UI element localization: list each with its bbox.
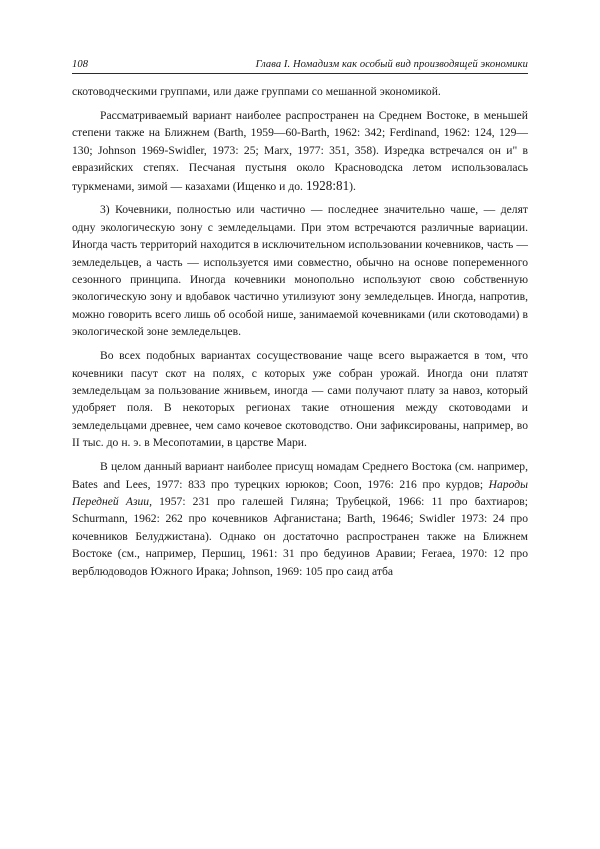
paragraph-references: [72, 458, 528, 580]
paragraph-coexistence: Во всех подобных вариантах сосуществование чаще всего выражается в том, что кочевники пасут скот на полях, с которых уже собран урожай. Иногда они платят земледельцам за пользование жнивьем, иногда — сами получают плату за навоз, который удобряет поля. В некоторых регионах такие отношения между скотоводами и земледельцами древнее, чем само кочевое скотоводство. Они зафиксированы, например, во II тыс. до н. э. в Месопотамии, в царстве Мари.: [72, 349, 528, 450]
cited-work-title: Народы Передней Азии,: [72, 477, 528, 508]
references-text-first: В целом данный вариант наиболее присущ номадам Среднего Востока (см. например, Bates and Lees, 1977: 833 про турецких юрюков; Coon, 1976: 216 про курдов;: [72, 460, 528, 491]
running-head-chapter-title: Глава I. Номадизм как особый вид производящей экономики: [255, 59, 528, 70]
page-blank-area: [72, 640, 528, 820]
body-text: [72, 83, 528, 580]
paragraph-middle-east-variant: [72, 107, 528, 195]
paragraph-text-before: Рассматриваемый вариант наиболее распространен на Среднем Востоке, в меньшей степени также на Ближнем (Barth, 1959—60-Barth, 1962: 342; Ferdinand, 1962: 124, 129—130; Johnson 1969-Swidler, 1973: 25; Marx, 1977: 351, 358). Изредка встречался он и" в евразийских степях. Песчаная пустыня около Красноводска летом использовалась туркменами, зимой — казахами (Ищенко и до.: [72, 108, 528, 193]
paragraph-text-after: ).: [349, 179, 356, 193]
references-text-second: 1957: 231 про галешей Гиляна; Трубецкой, 1966: 11 про бахтиаров; Schurmann, 1962: 262 про кочевников Афганистана; Barth, 19646; Swidler 1973: 24 про кочевников Белуджистана). Однако он достаточно распространен также на Ближнем Востоке (см., например, Першиц, 1961: 31 про бедуинов Аравии; Feraea, 1970: 12 про верблюдоводов Южного Ирака; Johnson, 1969: 105 про саид атба: [72, 494, 529, 578]
page-content: [72, 58, 528, 580]
page-number: 108: [72, 59, 89, 70]
running-head: [72, 58, 528, 74]
citation-emphasis-year: 1928:81: [305, 177, 350, 193]
paragraph-item-3-nomads: 3) Кочевники, полностью или частично — последнее значительно чаше, — делят одну экологическую зону с земледельцами. При этом встречаются различные вариации. Иногда часть территорий находится в исключительном использовании кочевников, часть — земледельцев, а часть — используется ими совместно, обычно на основе попеременного сезонного принципа. Иногда кочевники монопольно используют свою собственную экологическую зону и вдобавок частично утилизуют зону земледельцев. Иногда, напротив, можно говорить всего лишь об особой нише, занимаемой кочевниками (или скотоводами) в экологической зоне земледельцев.: [72, 203, 528, 339]
paragraph-continuation: скотоводческими группами, или даже группами со мешанной экономикой.: [72, 85, 441, 98]
